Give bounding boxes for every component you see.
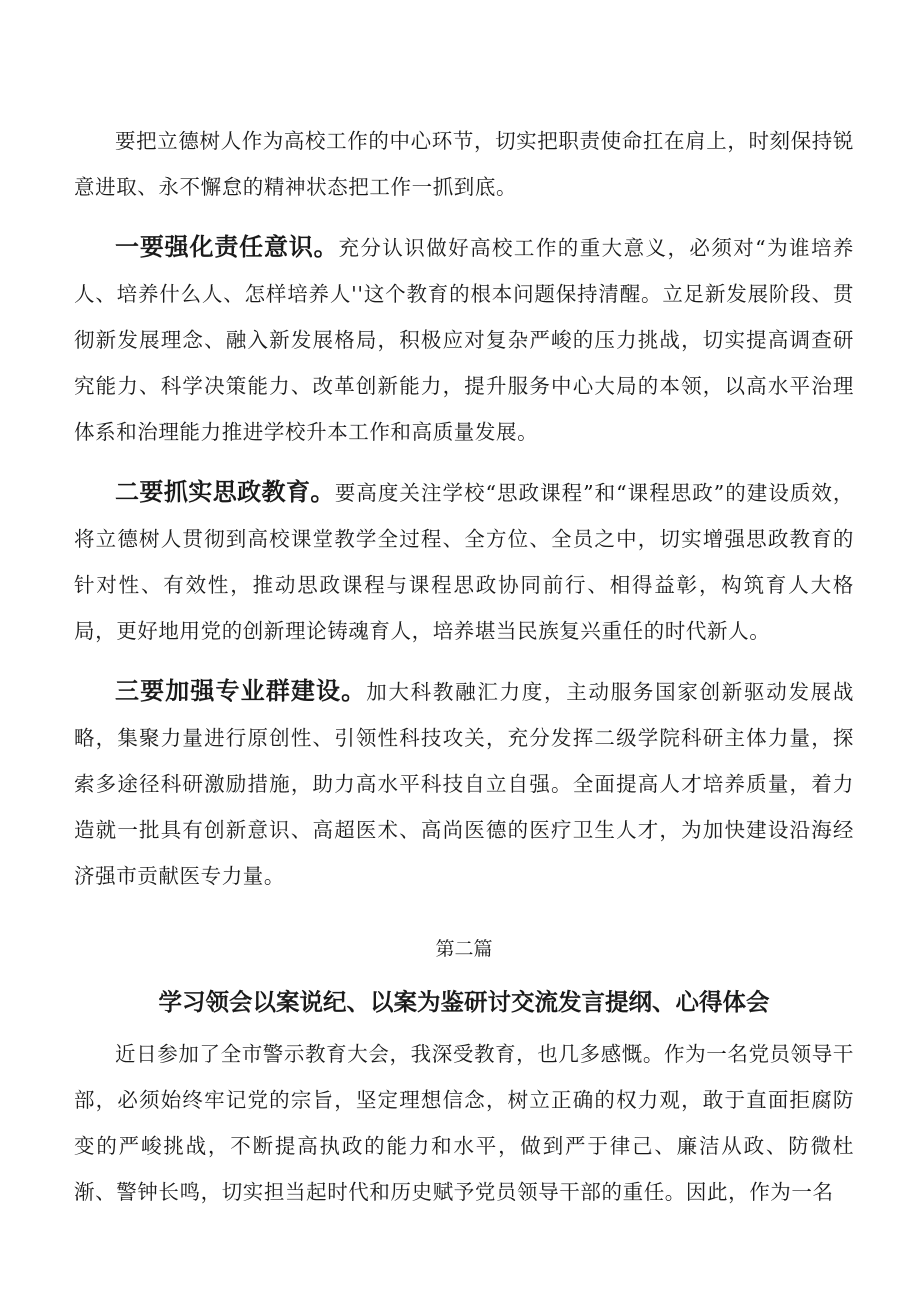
point-heading-1: 一要强化责任意识。: [115, 233, 339, 261]
point-paragraph-2: [74, 469, 854, 654]
point-text-1: 充分认识做好高校工作的重大意义，必须对“为谁培养人、培养什么人、怎样培养人''这个教育的根本问题保持清醒。立足新发展阶段、贯彻新发展理念、融入新发展格局，积极应对复杂严峻的压力挑战，切实提高调查研究能力、科学决策能力、改革创新能力，提升服务中心大局的本领，以高水平治理体系和治理能力推进学校升本工作和高质量发展。: [74, 236, 854, 444]
section-label: 第二篇: [435, 938, 493, 960]
article-title: 学习领会以案说纪、以案为鉴研讨交流发言提纲、心得体会: [158, 988, 770, 1016]
point-text-3: 加大科教融汇力度，主动服务国家创新驱动发展战略，集聚力量进行原创性、引领性科技攻关，充分发挥二级学院科研主体力量，探索多途径科研激励措施，助力高水平科技自立自强。全面提高人才培养质量，着力造就一批具有创新意识、高超医术、高尚医德的医疗卫生人才，为加快建设沿海经济强市贡献医专力量。: [74, 680, 855, 888]
point-heading-3: 三要加强专业群建设。: [115, 677, 367, 705]
point-paragraph-1: [74, 224, 854, 455]
point-paragraph-3: [74, 668, 854, 899]
point-text-2: 要高度关注学校“思政课程”和“课程思政”的建设质效，将立德树人贯彻到高校课堂教学全过程、全方位、全员之中，切实增强思政教育的针对性、有效性，推动思政课程与课程思政协同前行、相得益彰，构筑育人大格局，更好地用党的创新理论铸魂育人，培养堪当民族复兴重任的时代新人。: [74, 481, 855, 643]
article-body-paragraph: 近日参加了全市警示教育大会，我深受教育，也几多感慨。作为一名党员领导干部，必须始终牢记党的宗旨，坚定理想信念，树立正确的权力观，敢于直面拒腐防变的严峻挑战，不断提高执政的能力和水平，做到严于律己、廉洁从政、防微杜渐、警钟长鸣，切实担当起时代和历史赋予党员领导干部的重任。因此，作为一名: [74, 1042, 854, 1204]
point-heading-2: 二要抓实思政教育。: [115, 478, 335, 506]
intro-paragraph: 要把立德树人作为高校工作的中心环节，切实把职责使命扛在肩上，时刻保持锐意进取、永不懈怠的精神状态把工作一抓到底。: [74, 129, 854, 199]
